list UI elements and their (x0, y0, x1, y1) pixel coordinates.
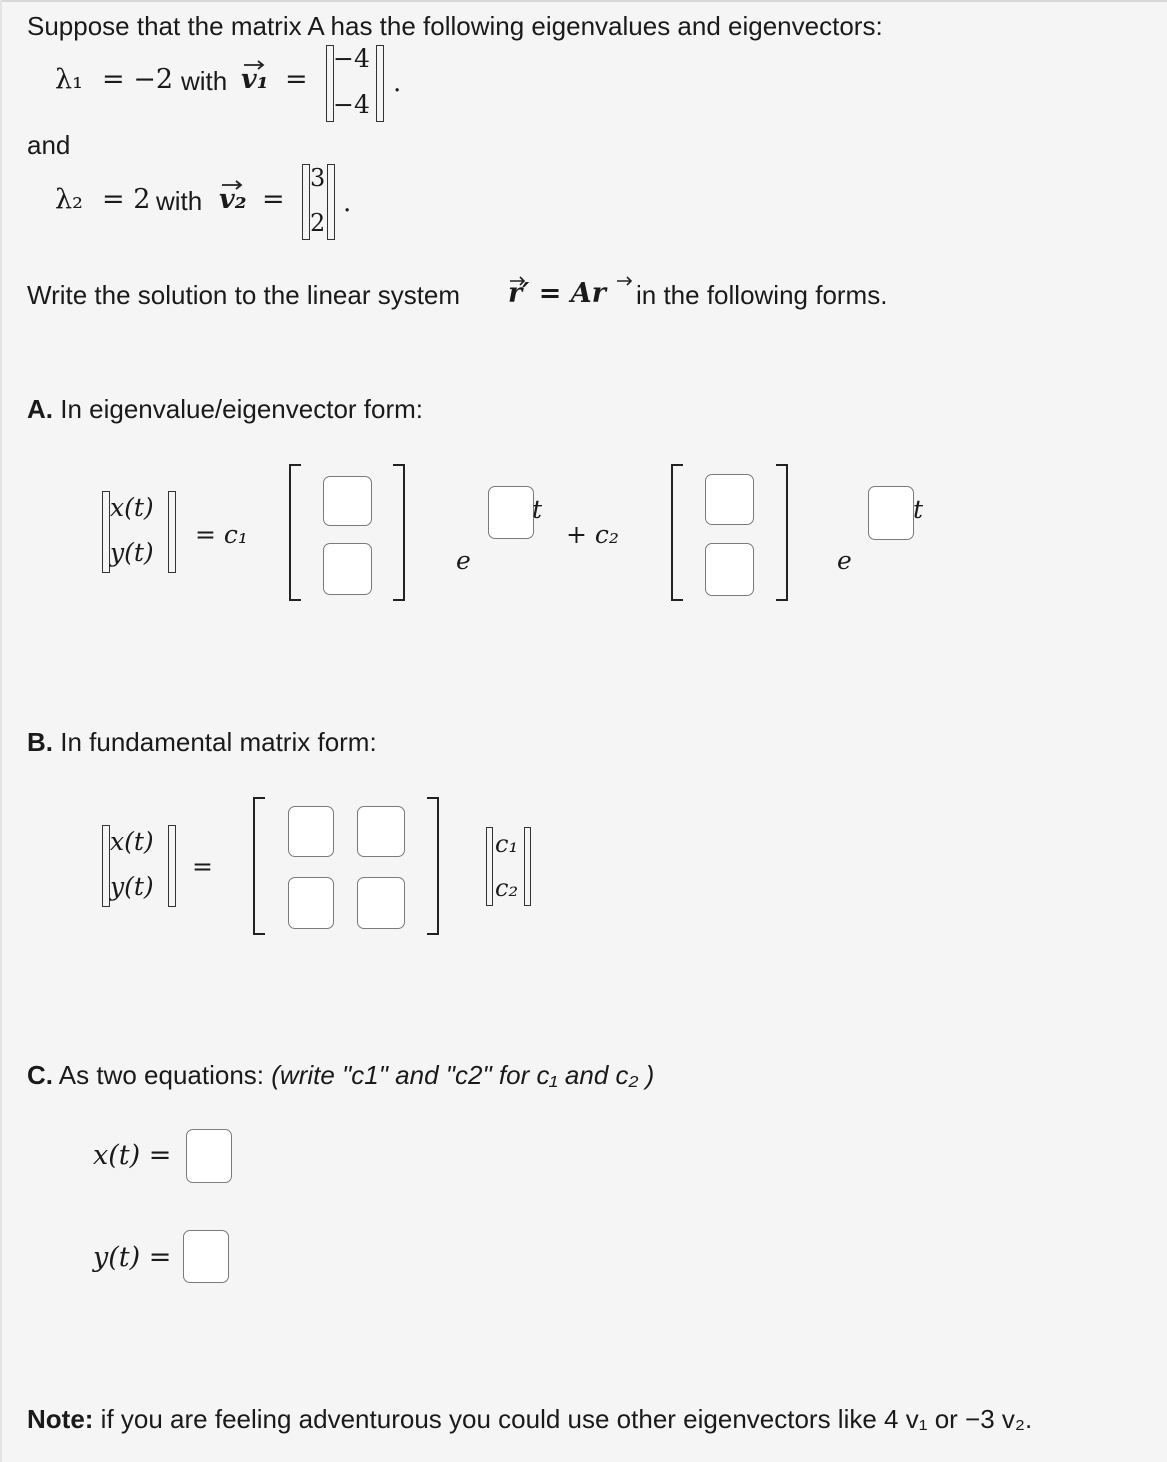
a-vec1-bottom-input[interactable] (323, 543, 372, 595)
a-exp-base-1: e (456, 546, 471, 575)
a-lhs-y: y(t) (110, 538, 154, 567)
v2-component-1: 3 (310, 164, 326, 192)
vector2-left-bracket (302, 164, 310, 240)
c-x-label: x(t) = (93, 1140, 172, 1171)
a-exp-base-2: e (837, 546, 852, 575)
part-c-title: As two equations: (58, 1060, 265, 1090)
c-y-label: y(t) = (93, 1242, 172, 1273)
c-x-input[interactable] (186, 1129, 232, 1183)
lambda1-symbol: λ₁ (55, 64, 83, 95)
left-border (0, 0, 2, 1462)
part-a-title: In eigenvalue/eigenvector form: (60, 394, 424, 424)
period-2: . (343, 188, 352, 218)
a-exp-t-1: t (532, 495, 543, 524)
a-plus-c2: + c₂ (566, 520, 619, 549)
a-vec2-top-input[interactable] (705, 474, 754, 525)
note-text: if you are feeling adventurous you could use other eigenvectors like 4 v₁ or −3 v₂. (100, 1404, 1033, 1434)
vector2-right-bracket (327, 164, 335, 240)
part-a-label: A. (27, 394, 53, 424)
system-prefix: Write the solution to the linear system (27, 280, 461, 310)
v2-component-2: 2 (310, 209, 326, 237)
b-matrix-right-bracket (427, 797, 439, 935)
note-label: Note: (27, 1404, 94, 1434)
lambda2-symbol: λ₂ (55, 184, 83, 215)
with-text-1: with (181, 66, 228, 96)
part-c-hint: (write "c1" and "c2" for c₁ and c₂ ) (271, 1060, 655, 1090)
a-lhs-left-bracket (102, 491, 110, 573)
b-const-left-bracket (486, 827, 493, 906)
r-arrow-left (509, 276, 527, 286)
b-equals: = (192, 852, 213, 881)
a-eq-c1: = c₁ (195, 520, 248, 549)
a-exponent1-input[interactable] (488, 486, 534, 539)
b-lhs-right-bracket (168, 825, 176, 907)
a-vec1-top-input[interactable] (323, 476, 372, 526)
a-vec1-right-bracket (393, 464, 405, 601)
b-matrix-r1c2-input[interactable] (357, 806, 405, 857)
equals-1: = (285, 64, 308, 95)
b-lhs-left-bracket (102, 825, 110, 907)
vector1-right-bracket (376, 45, 384, 122)
a-vec1-left-bracket (289, 464, 301, 601)
vector-arrow-1 (243, 60, 267, 70)
v1-component-2: −4 (333, 90, 370, 119)
vector-arrow-2 (221, 180, 245, 190)
a-vec2-bottom-input[interactable] (705, 543, 754, 596)
part-c-label: C. (27, 1060, 53, 1090)
part-b-title: In fundamental matrix form: (60, 727, 377, 757)
top-border (0, 0, 1167, 2)
b-matrix-r2c1-input[interactable] (288, 877, 334, 929)
lambda2-value: = 2 (102, 184, 151, 215)
b-lhs-y: y(t) (110, 872, 154, 901)
r-arrow-right (616, 276, 634, 286)
eigenvector2-symbol: v₂ (219, 184, 247, 215)
b-lhs-x: x(t) (110, 827, 154, 856)
a-exp-t-2: t (913, 495, 924, 524)
system-suffix: in the following forms. (636, 280, 888, 310)
a-lhs-right-bracket (168, 491, 176, 573)
a-lhs-x: x(t) (110, 493, 154, 522)
equals-2: = (262, 184, 285, 215)
b-const-c2: c₂ (495, 874, 519, 902)
b-matrix-r2c2-input[interactable] (357, 877, 405, 929)
period-1: . (393, 68, 402, 98)
b-matrix-left-bracket (253, 797, 265, 935)
a-vec2-left-bracket (671, 464, 683, 601)
b-const-c1: c₁ (495, 830, 519, 858)
lambda1-value: = −2 (102, 64, 174, 95)
part-b-label: B. (27, 727, 53, 757)
system-equation: r′ = Ar (508, 278, 606, 309)
with-text-2: with (156, 186, 203, 216)
v1-component-1: −4 (333, 44, 370, 73)
a-vec2-right-bracket (776, 464, 788, 601)
a-exponent2-input[interactable] (868, 486, 914, 540)
eigenvector1-symbol: v₁ (241, 64, 269, 95)
c-y-input[interactable] (183, 1230, 229, 1283)
b-matrix-r1c1-input[interactable] (288, 806, 334, 857)
and-text: and (27, 130, 71, 160)
b-const-right-bracket (524, 827, 531, 906)
intro-text: Suppose that the matrix A has the following eigenvalues and eigenvectors: (27, 11, 883, 41)
